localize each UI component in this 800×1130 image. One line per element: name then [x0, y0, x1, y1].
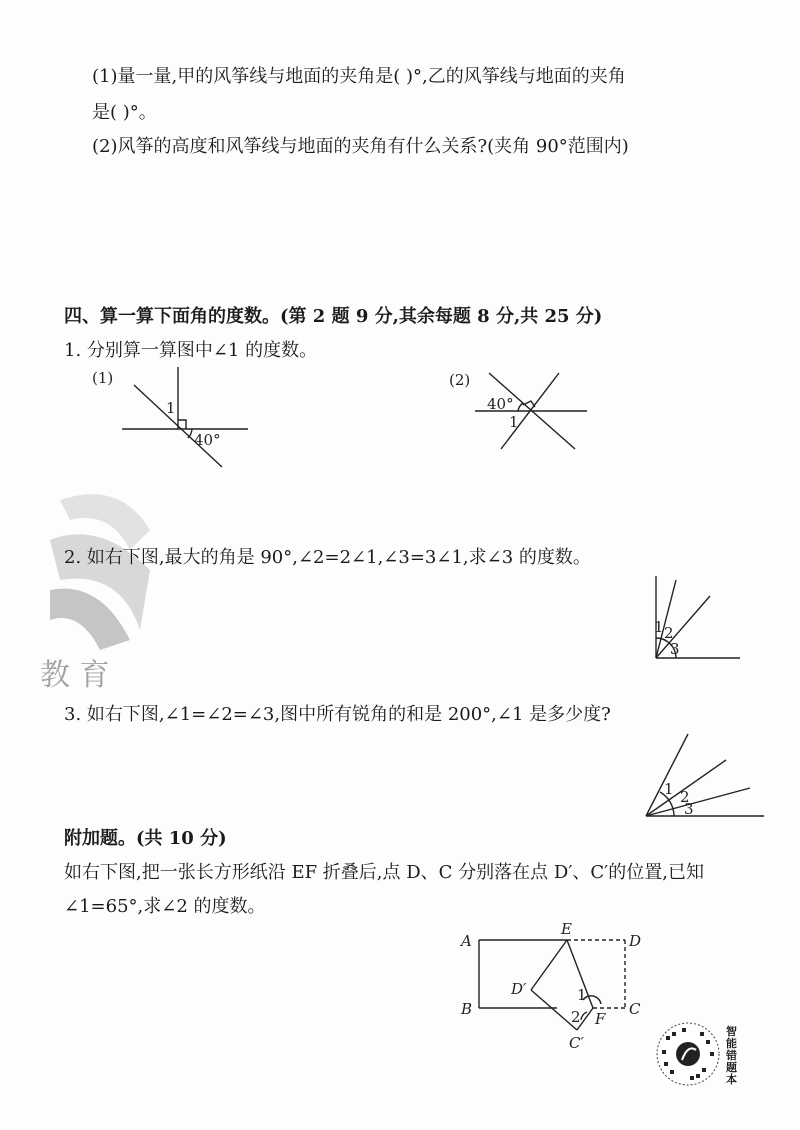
angle-2-label: 2 — [571, 1008, 581, 1026]
figure-q2-label1: 1 — [654, 618, 664, 636]
point-C: C — [629, 1000, 641, 1018]
figure-q3-label1: 1 — [664, 780, 674, 798]
watermark-text: 教 育 — [40, 658, 110, 693]
bonus-line2: ∠1=65°,求∠2 的度数。 — [64, 896, 266, 917]
q1-part1-line2: 是( )°。 — [92, 102, 157, 123]
figure-q2 — [640, 570, 750, 670]
q1-part2-text: (2)风筝的高度和风筝线与地面的夹角有什么关系?(夹角 90°范围内) — [92, 136, 629, 157]
qr-code[interactable] — [656, 1022, 720, 1086]
point-F: F — [595, 1010, 606, 1028]
figure-q3-label3: 3 — [684, 800, 694, 818]
point-C-prime: C′ — [569, 1034, 584, 1052]
figure-2-angle40: 40° — [487, 395, 514, 413]
figure-q3 — [640, 728, 770, 828]
q1-part1-line1: (1)量一量,甲的风筝线与地面的夹角是( )°,乙的风筝线与地面的夹角 — [92, 66, 626, 87]
figure-q3-label2: 2 — [680, 788, 690, 806]
figure-2-label: (2) — [449, 371, 471, 389]
point-D: D — [629, 932, 642, 950]
point-E: E — [561, 920, 572, 938]
figure-q2-label2: 2 — [664, 624, 674, 642]
point-A: A — [461, 932, 472, 950]
watermark-logo — [40, 480, 170, 700]
figure-2 — [445, 365, 595, 455]
figure-2-angle1: 1 — [509, 413, 519, 431]
angle-1-label: 1 — [577, 986, 587, 1004]
figure-1-label: (1) — [92, 369, 114, 387]
figure-q2-label3: 3 — [670, 640, 680, 658]
q4-2-text: 2. 如右下图,最大的角是 90°,∠2=2∠1,∠3=3∠1,求∠3 的度数。 — [64, 547, 591, 568]
figure-1-angle1: 1 — [166, 399, 176, 417]
figure-1 — [90, 365, 260, 475]
qr-label: 智能错题本 — [726, 1025, 737, 1086]
figure-1-angle40: 40° — [194, 431, 221, 449]
figure-bonus — [455, 920, 655, 1060]
bonus-line1: 如右下图,把一张长方形纸沿 EF 折叠后,点 D、C 分别落在点 D′、C′的位置,已知 — [64, 862, 704, 883]
point-D-prime: D′ — [511, 980, 527, 998]
bonus-heading: 附加题。(共 10 分) — [64, 828, 227, 849]
point-B: B — [461, 1000, 473, 1018]
q4-3-text: 3. 如右下图,∠1=∠2=∠3,图中所有锐角的和是 200°,∠1 是多少度? — [64, 704, 611, 725]
q4-1-text: 1. 分别算一算图中∠1 的度数。 — [64, 340, 318, 361]
section-four-heading: 四、算一算下面角的度数。(第 2 题 9 分,其余每题 8 分,共 25 分) — [64, 306, 603, 327]
